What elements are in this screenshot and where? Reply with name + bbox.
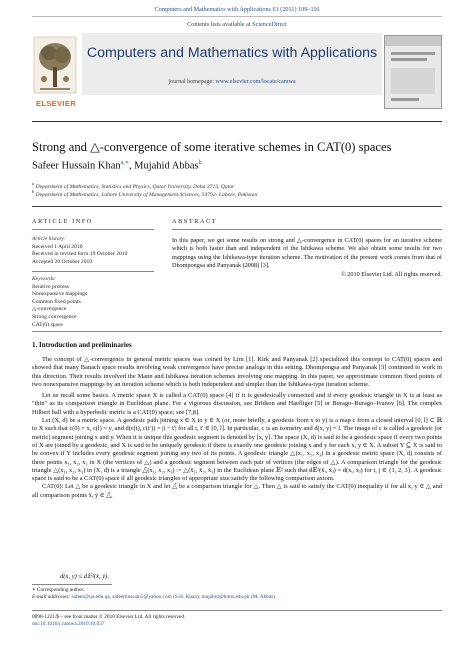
corresponding-author-note: ∗ Corresponding author.	[32, 587, 85, 593]
history-line: Received in revised form 19 October 2010	[32, 251, 128, 258]
keywords	[32, 276, 87, 329]
email-addresses[interactable]: safeer@qu.edu.qa, safeerhussain5@yahoo.com (S.H. Khan), mujahid@lums.edu.pk (M. Abbas).	[71, 594, 277, 600]
keyword[interactable]: Common fixed points	[32, 298, 81, 305]
paragraph: CAT(0): Let △ be a geodesic triangle in X and let △̄ be a comparison triangle for △. Then △ is said to satisfy the CAT(0) inequality if for all x, y ∈ △ and all comparison points x̄, ȳ ∈ △̄,	[32, 483, 442, 499]
divider	[32, 206, 442, 207]
doi-link[interactable]: doi:10.1016/j.camwa.2010.10.037	[32, 621, 105, 627]
paragraph: The concept of △-convergence in general metric spaces was coined by Lim [1]. Kirk and Panyanak [2] specialized this concept to CAT(0) spaces and showed that many Banach space results involving weak convergence have precise analogs in this setting. Dhompongsa and Panyanak [3] continued to work in this direction. Their results involved the Mann and Ishikawa iteration schemes involving one mapping. In this paper, we approximate common fixed points of two nonexpansive mappings by an iteration scheme which is both independent and simpler than the Ishikawa-type iteration scheme.	[32, 356, 442, 388]
display-equation: d(x, y) ≤ d𝔼²(x̄, ȳ).	[60, 573, 110, 580]
keyword[interactable]: Iterative process	[32, 283, 69, 290]
paragraph: Let (X, d) be a metric space. A geodesic path joining x ∈ X to y ∈ X (or, more briefly, a geodesic from x to y) is a map c from a closed interval [0, l] ⊂ ℝ to X such that c(0) = x, c(l) = y, and d(c(t), c(t′)) = |t − t′| for all t, t′ ∈ [0, l]. In particular, c is an isometry and d(x, y) = l. The image of c is called a geodesic (or metric) segment joining x and y. When it is unique this geodesic segment is denoted by [x, y]. The space (X, d) is said to be a geodesic space if every two points of X are joined by a geodesic, and X is said to be uniquely geodesic if there is exactly one geodesic joining x and y for each x, y ∈ X. A subset Y ⊆ X is said to be convex if Y includes every geodesic segment joining any two of its points. A geodesic triangle △(x₁, x₂, x₃) in a geodesic metric space (X, d) consists of three points x₁, x₂, x₃ in X (the vertices of △) and a geodesic segment between each pair of vertices (the edges of △). A comparison triangle for the geodesic triangle △(x₁, x₂, x₃) in (X, d) is a triangle △̄(x₁, x₂, x₃) := △(x̄₁, x̄₂, x̄₃) in the Euclidean plane 𝔼² such that d𝔼²(x̄ᵢ, x̄ⱼ) = d(xᵢ, xⱼ) for i, j ∈ {1, 2, 3}. A geodesic space is said to be a CAT(0) space if all geodesic triangles of appropriate size satisfy the following comparison axiom.	[32, 417, 442, 483]
journal-homepage-link[interactable]: www.elsevier.com/locate/camwa	[215, 79, 296, 85]
journal-homepage-line	[82, 79, 382, 85]
contents-prefix: Contents lists available at	[187, 21, 253, 28]
author-name[interactable]: Safeer Hussain Khan	[32, 160, 121, 172]
article-info-heading: ARTICLE INFO	[32, 218, 93, 225]
abstract-copyright: © 2010 Elsevier Ltd. All rights reserved.	[341, 270, 442, 278]
journal-masthead	[32, 16, 442, 122]
keyword[interactable]: CAT(0) space	[32, 321, 63, 328]
homepage-prefix: journal homepage:	[168, 79, 216, 85]
email-label: E-mail addresses:	[32, 594, 71, 600]
divider	[172, 229, 442, 230]
section-body	[32, 356, 442, 500]
divider	[32, 271, 154, 272]
footnotes	[32, 587, 276, 601]
journal-title[interactable]: Computers and Mathematics with Applications	[86, 45, 378, 61]
affiliation-mark: b	[32, 189, 35, 194]
divider	[32, 229, 154, 230]
footnote-rule	[32, 584, 112, 585]
abstract-heading: ABSTRACT	[172, 218, 218, 225]
front-matter-lines	[32, 614, 185, 628]
history-line: Received 1 April 2010	[32, 243, 83, 250]
masthead-band	[82, 33, 382, 95]
keyword[interactable]: △-convergence	[32, 306, 67, 313]
author-name[interactable]: Mujahid Abbas	[134, 160, 199, 172]
elsevier-tree-logo	[32, 33, 78, 97]
keyword[interactable]: Nonexpansive mappings	[32, 291, 88, 298]
divider	[32, 331, 442, 332]
affiliation-text: Department of Mathematics, Statistics and Physics, Qatar University, Doha 2713, Qatar	[35, 183, 235, 190]
keywords-label: Keywords:	[32, 276, 57, 282]
author-marks[interactable]: b	[198, 160, 202, 166]
article-title: Strong and △-convergence of some iterative schemes in CAT(0) spaces	[32, 140, 392, 154]
history-line: Accepted 20 October 2010	[32, 258, 93, 265]
affiliation	[32, 189, 257, 198]
paragraph: Let us recall some basics. A metric space X is called a CAT(0) space [4] if it is geodesically connected and if every geodesic triangle in X is at least as "thin" as its comparison triangle in Euclidean plane. For a vigorous discussion, see Bridson and Haefliger [5] or Burago–Burago–Ivanov [6]. The complex Hilbert ball with a hyperbolic metric is a CAT(0) space; see [7,8].	[32, 392, 442, 416]
abstract-body	[172, 237, 442, 279]
section-heading: 1. Introduction and preliminaries	[32, 341, 132, 349]
contents-line	[32, 21, 442, 28]
article-history	[32, 236, 127, 266]
history-label: Article history:	[32, 236, 67, 242]
abstract-text: In this paper, we get some results on strong and △-convergence in CAT(0) spaces for an iterative scheme which is both faster than and independent of the Ishikawa scheme. We also obtain some results for two mappings using the Ishikawa-type iteration scheme. The motivation of the present work comes from that of Dhompongsa and Panyanak (2008) [3].	[172, 237, 442, 270]
divider	[32, 610, 442, 611]
running-head[interactable]: Computers and Mathematics with Applications 61 (2011) 109–116	[154, 6, 320, 13]
keyword[interactable]: Strong convergence	[32, 313, 77, 320]
author-list: Safeer Hussain Khan$^{a,∗}$, Mujahid Abbas$^b$	[32, 160, 202, 172]
issn-line: 0898-1221/$ – see front matter © 2010 Elsevier Ltd. All rights reserved.	[32, 614, 186, 620]
elsevier-logo-text: ELSEVIER	[36, 99, 76, 108]
affiliation-text: Department of Mathematics, Lahore University of Management Sciences, 54792- Lahore, Pakistan	[35, 191, 258, 198]
author-marks[interactable]: a,∗	[120, 160, 129, 166]
sciencedirect-link[interactable]: ScienceDirect	[252, 21, 287, 28]
journal-cover-thumbnail	[384, 35, 442, 109]
affiliation-mark: a	[32, 181, 35, 186]
